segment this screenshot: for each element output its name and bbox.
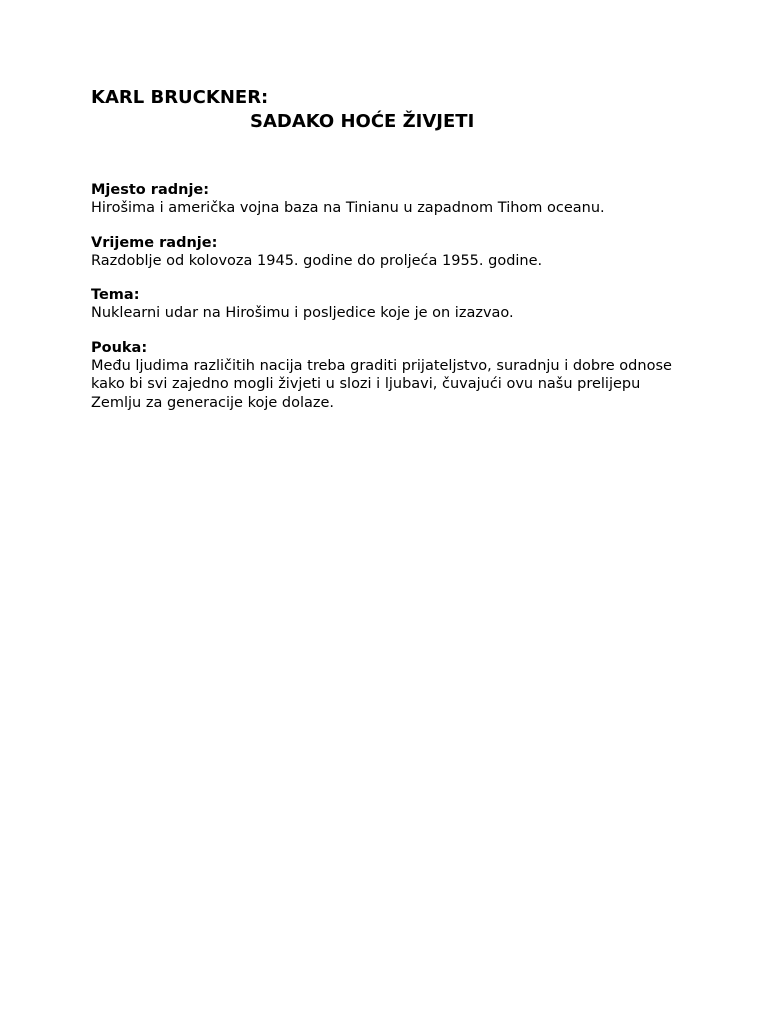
section-setting-time bbox=[91, 234, 768, 271]
section-body: Razdoblje od kolovoza 1945. godine do proljeća 1955. godine. bbox=[91, 252, 543, 269]
section-body: Hirošima i američka vojna baza na Tinianu u zapadnom Tihom oceanu. bbox=[91, 200, 605, 216]
section-body: Među ljudima različitih nacija treba graditi prijateljstvo, suradnju i dobre odnose kako bi svi zajedno mogli živjeti u slozi i ljubavi, čuvajući ovu našu prelijepu Zemlju za generacije koje dolaze. bbox=[91, 357, 672, 411]
sections bbox=[91, 181, 768, 412]
section-theme bbox=[91, 286, 768, 323]
section-body: Nuklearni udar na Hirošimu i posljedice koje je on izazvao. bbox=[91, 305, 514, 321]
section-heading: Mjesto radnje: bbox=[91, 182, 210, 198]
section-lesson bbox=[91, 339, 768, 413]
author-heading: KARL BRUCKNER: bbox=[91, 87, 269, 108]
book-title: SADAKO HOĆE ŽIVJETI bbox=[250, 111, 475, 132]
section-heading: Tema: bbox=[91, 287, 140, 303]
section-heading: Vrijeme radnje: bbox=[91, 234, 218, 251]
section-setting-place bbox=[91, 181, 768, 218]
section-heading: Pouka: bbox=[91, 339, 148, 356]
